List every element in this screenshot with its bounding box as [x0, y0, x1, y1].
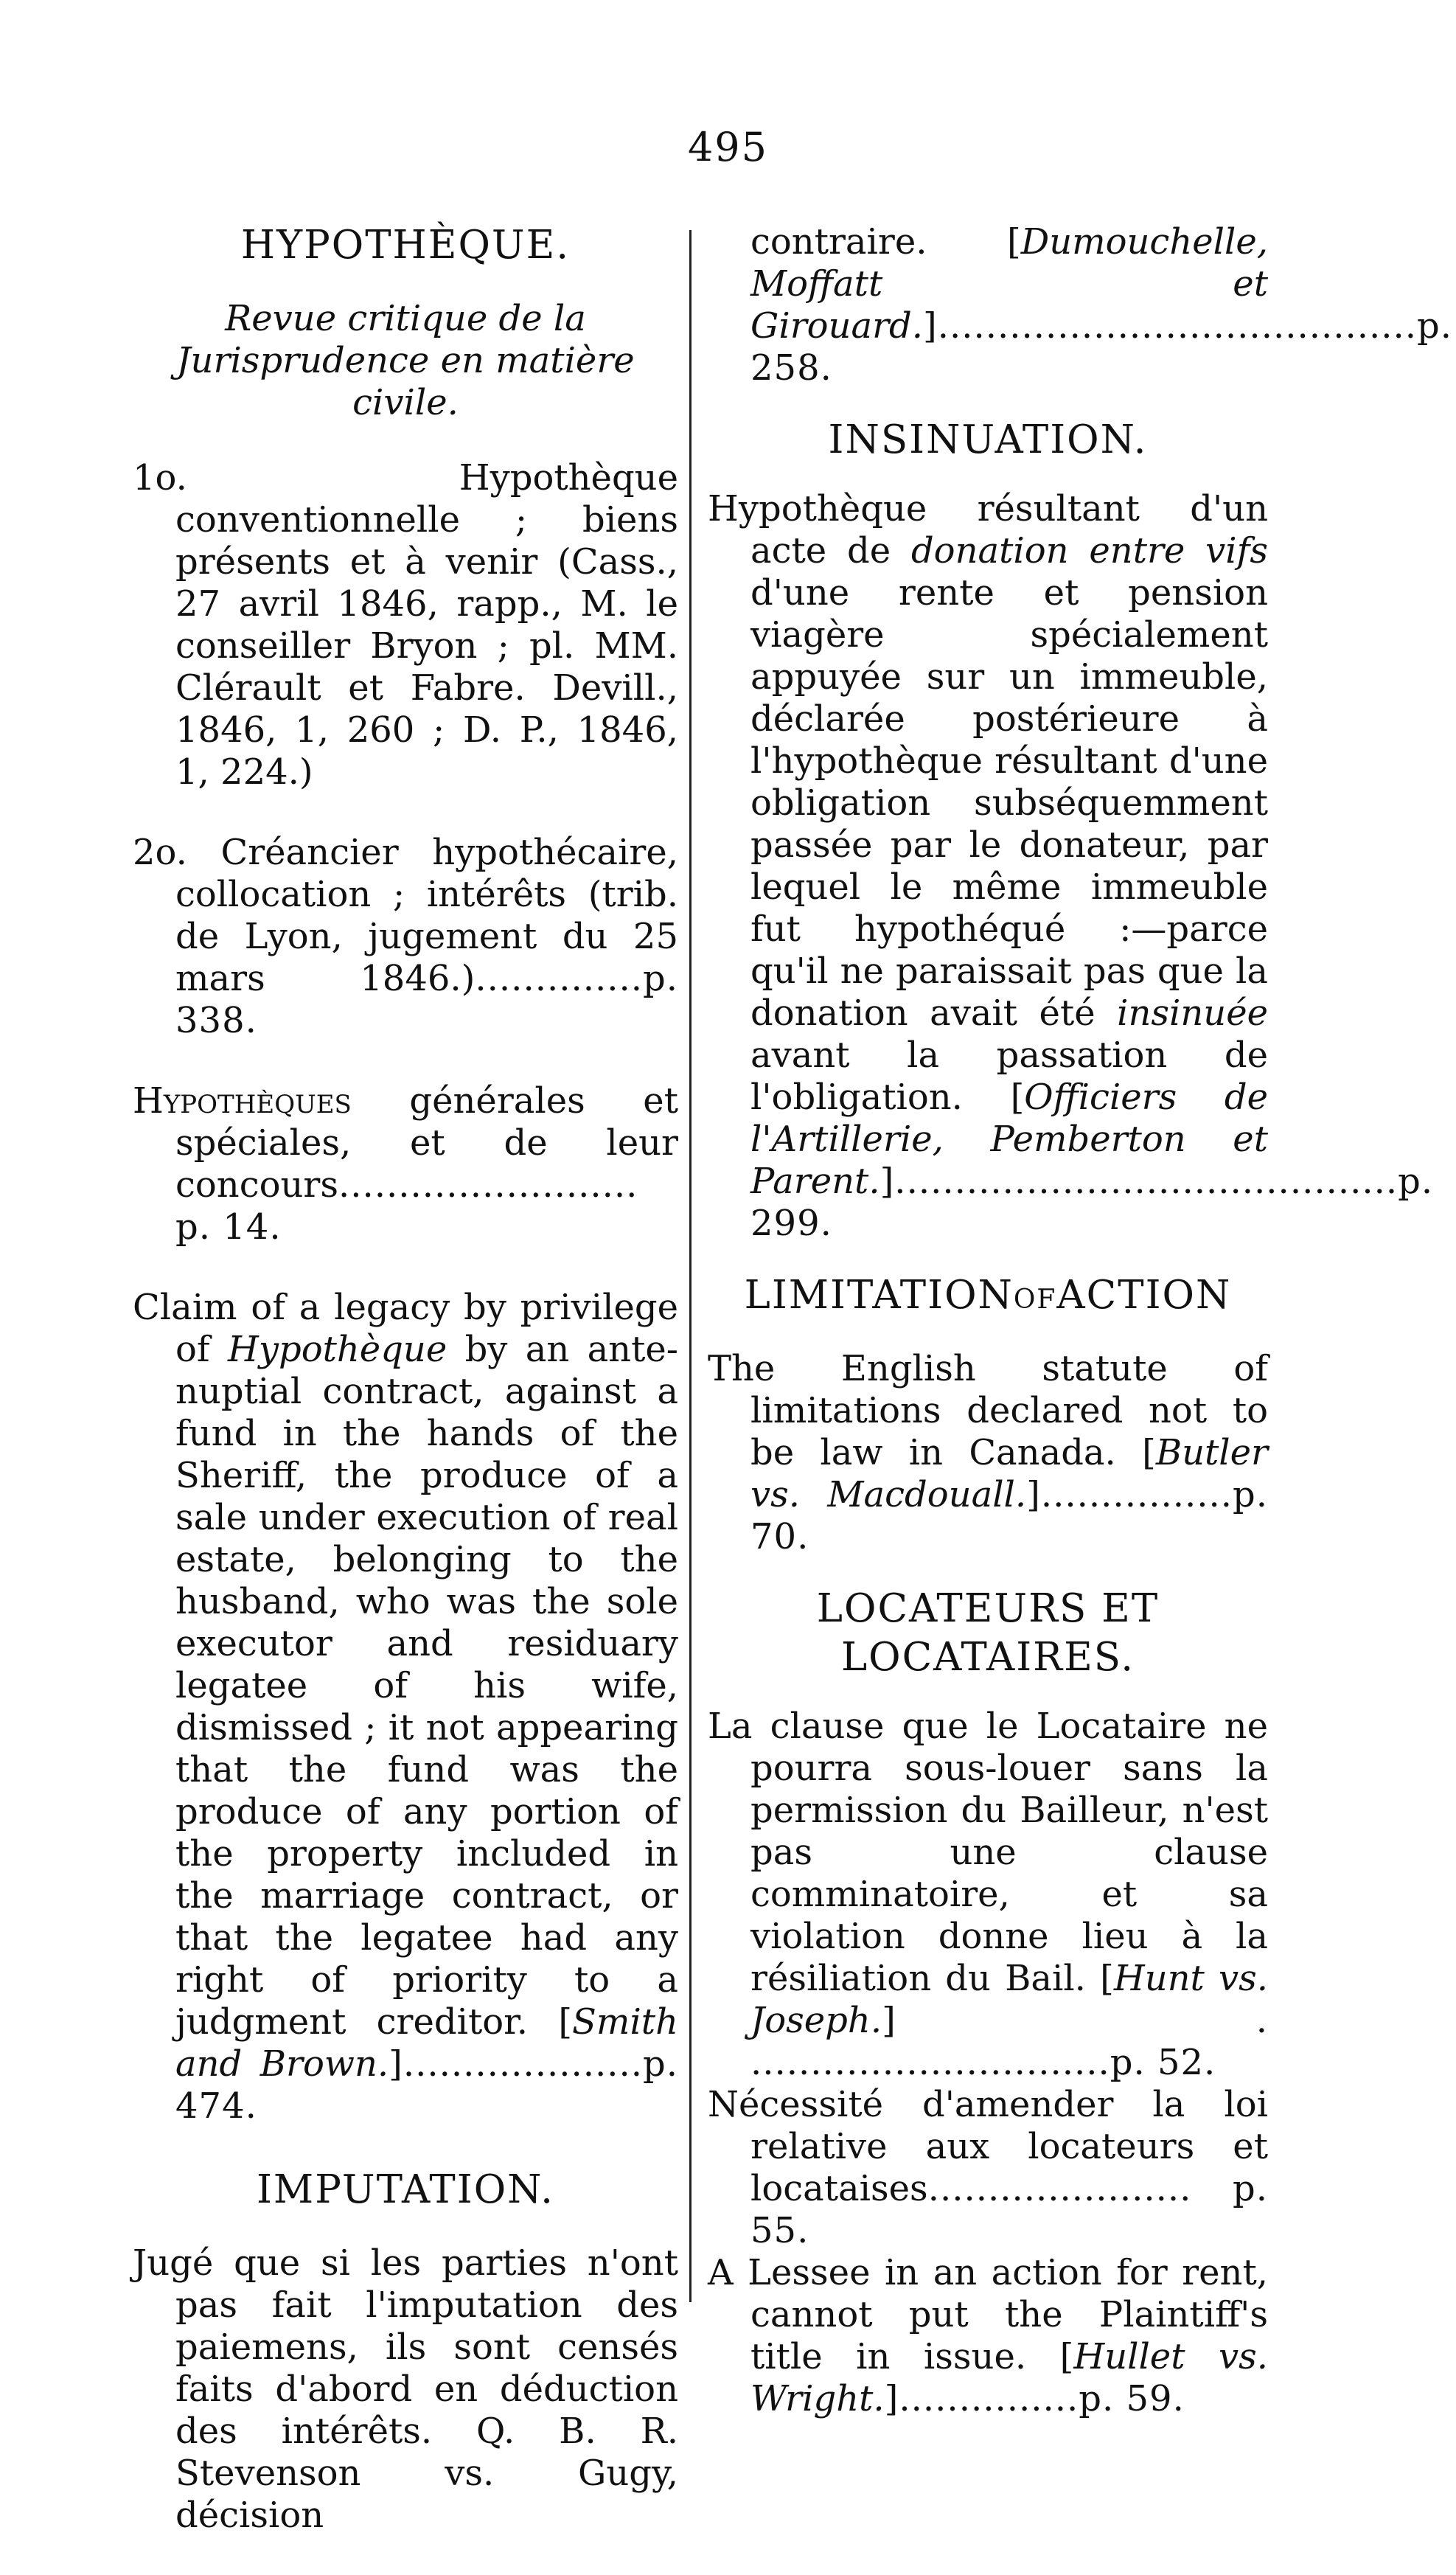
page-reference: ]....................p. 474. [175, 2043, 678, 2127]
entry-imputation-paiemens: Jugé que si les parties n'ont pas fait l'imputation des paiemens, ils sont censés faits d'abord en déduction des intérêts. Q. B. R. Stevenson vs. Gugy, décision [133, 2242, 678, 2536]
heading-hypotheque: HYPOTHÈQUE. [240, 223, 571, 268]
heading-limitation-of-action [708, 1271, 1268, 1324]
heading-word: LIMITATION [744, 1273, 1014, 1318]
case-name: Hunt vs. Joseph. [750, 1958, 1268, 2041]
entry-text: Claim of a legacy by privilege of [133, 1287, 678, 1370]
entry-text: Hypothèque résultant d'un acte de [708, 488, 1268, 571]
page-reference: ]................p. 70. [750, 1474, 1268, 1557]
entry-hypotheques-generales [133, 1080, 678, 1248]
heading-word: ACTION [1056, 1273, 1232, 1318]
entry-text: contraire. [ [750, 221, 1021, 263]
page-reference: ]........................................p. 258. [750, 305, 1453, 389]
left-column [133, 221, 678, 2575]
entry-italic-term: donation entre vifs [910, 530, 1269, 571]
entry-italic-term: insinuée [1117, 993, 1268, 1034]
right-column [708, 221, 1453, 2420]
entry-continuation [708, 221, 1453, 389]
entry-lessee-action-for-rent [708, 2252, 1268, 2420]
entry-limitation [708, 1348, 1268, 1558]
heading-locateurs-et-locataires: LOCATEURS ET LOCATAIRES. [816, 1586, 1160, 1680]
entry-amender-la-loi [708, 2084, 1268, 2252]
page-reference: ]..........................................p. 299. [750, 1161, 1434, 1244]
column-divider [689, 230, 692, 2302]
entry-text: générales et spéciales, et de leur concours [175, 1080, 678, 1206]
entry-insinuation [708, 488, 1434, 1245]
entry-text: La clause que le Locataire ne pourra sous-louer sans la permission du Bailleur, n'est pas une clause comminatoire, et sa violation donne lieu à la résiliation du Bail. [ [708, 1706, 1268, 1999]
page-reference: ]...............p. 59. [884, 2378, 1185, 2419]
case-name: Butler vs. Macdouall. [750, 1432, 1268, 1515]
entry-italic-term: Hypothèque [227, 1329, 447, 1370]
entry-text: 2o. Créancier hypothécaire, collocation ; intérêts (trib. de Lyon, jugement du 25 mars 1846.) [133, 832, 678, 999]
revue-subtitle: Revue critique de la Jurisprudence en matière civile. [176, 298, 635, 423]
page-reference: ..............p. 338. [175, 958, 678, 1041]
entry-text: Nécessité d'amender la loi relative aux locateurs et locataises [708, 2084, 1268, 2209]
entry-text: A Lessee in an action for rent, cannot put the Plaintiff's title in issue. [ [708, 2252, 1268, 2377]
page-reference: ] . ..............................p. 52. [750, 2000, 1268, 2083]
page-reference: ...................... p. 55. [750, 2168, 1268, 2251]
page-reference: ......................... p. 14. [175, 1164, 638, 1248]
entry-text: by an ante-nuptial contract, against a fund in the hands of the Sheriff, the produce of a sale under execution of real estate, belonging to the husband, who was the sole executor and residuary legatee of his wife, dismissed ; it not appearing that the fund was the produce of any portion of the property included in the marriage contract, or that the legatee had any right of priority to a judgment creditor. [ [175, 1329, 679, 2043]
entry-locataire-clause [708, 1706, 1268, 2084]
heading-imputation: IMPUTATION. [257, 2167, 554, 2212]
heading-word-small: OF [1013, 1285, 1057, 1315]
case-name: Hullet vs. Wright. [750, 2336, 1268, 2419]
heading-insinuation: INSINUATION. [828, 417, 1148, 462]
entry-claim-of-legacy [133, 1287, 678, 2127]
entry-creancier-hypothecaire [133, 832, 678, 1042]
entry-keyword: Hypothèques [133, 1080, 352, 1122]
case-name: Dumouchelle, Moffatt et Girouard. [750, 221, 1268, 347]
case-name: Officiers de l'Artillerie, Pemberton et Parent. [750, 1077, 1268, 1202]
entry-text: d'une rente et pension viagère spécialement appuyée sur un immeuble, déclarée postérieure à l'hypothèque résultant d'une obligation subséquemment passée par le donateur, par lequel le même immeuble fut hypothéqué :—parce qu'il ne paraissait pas que la donation avait été [750, 572, 1268, 1034]
entry-text: avant la passation de l'obligation. [ [750, 1035, 1268, 1118]
case-name: Smith and Brown. [175, 2001, 678, 2085]
entry-text: The English statute of limitations declared not to be law in Canada. [ [708, 1348, 1268, 1473]
entry-hypotheque-conventionnelle: 1o. Hypothèque conventionnelle ; biens présents et à venir (Cass., 27 avril 1846, rapp., M. le conseiller Bryon ; pl. MM. Clérault et Fabre. Devill., 1846, 1, 260 ; D. P., 1846, 1, 224.) [133, 457, 678, 793]
page-number: 495 [687, 124, 769, 170]
